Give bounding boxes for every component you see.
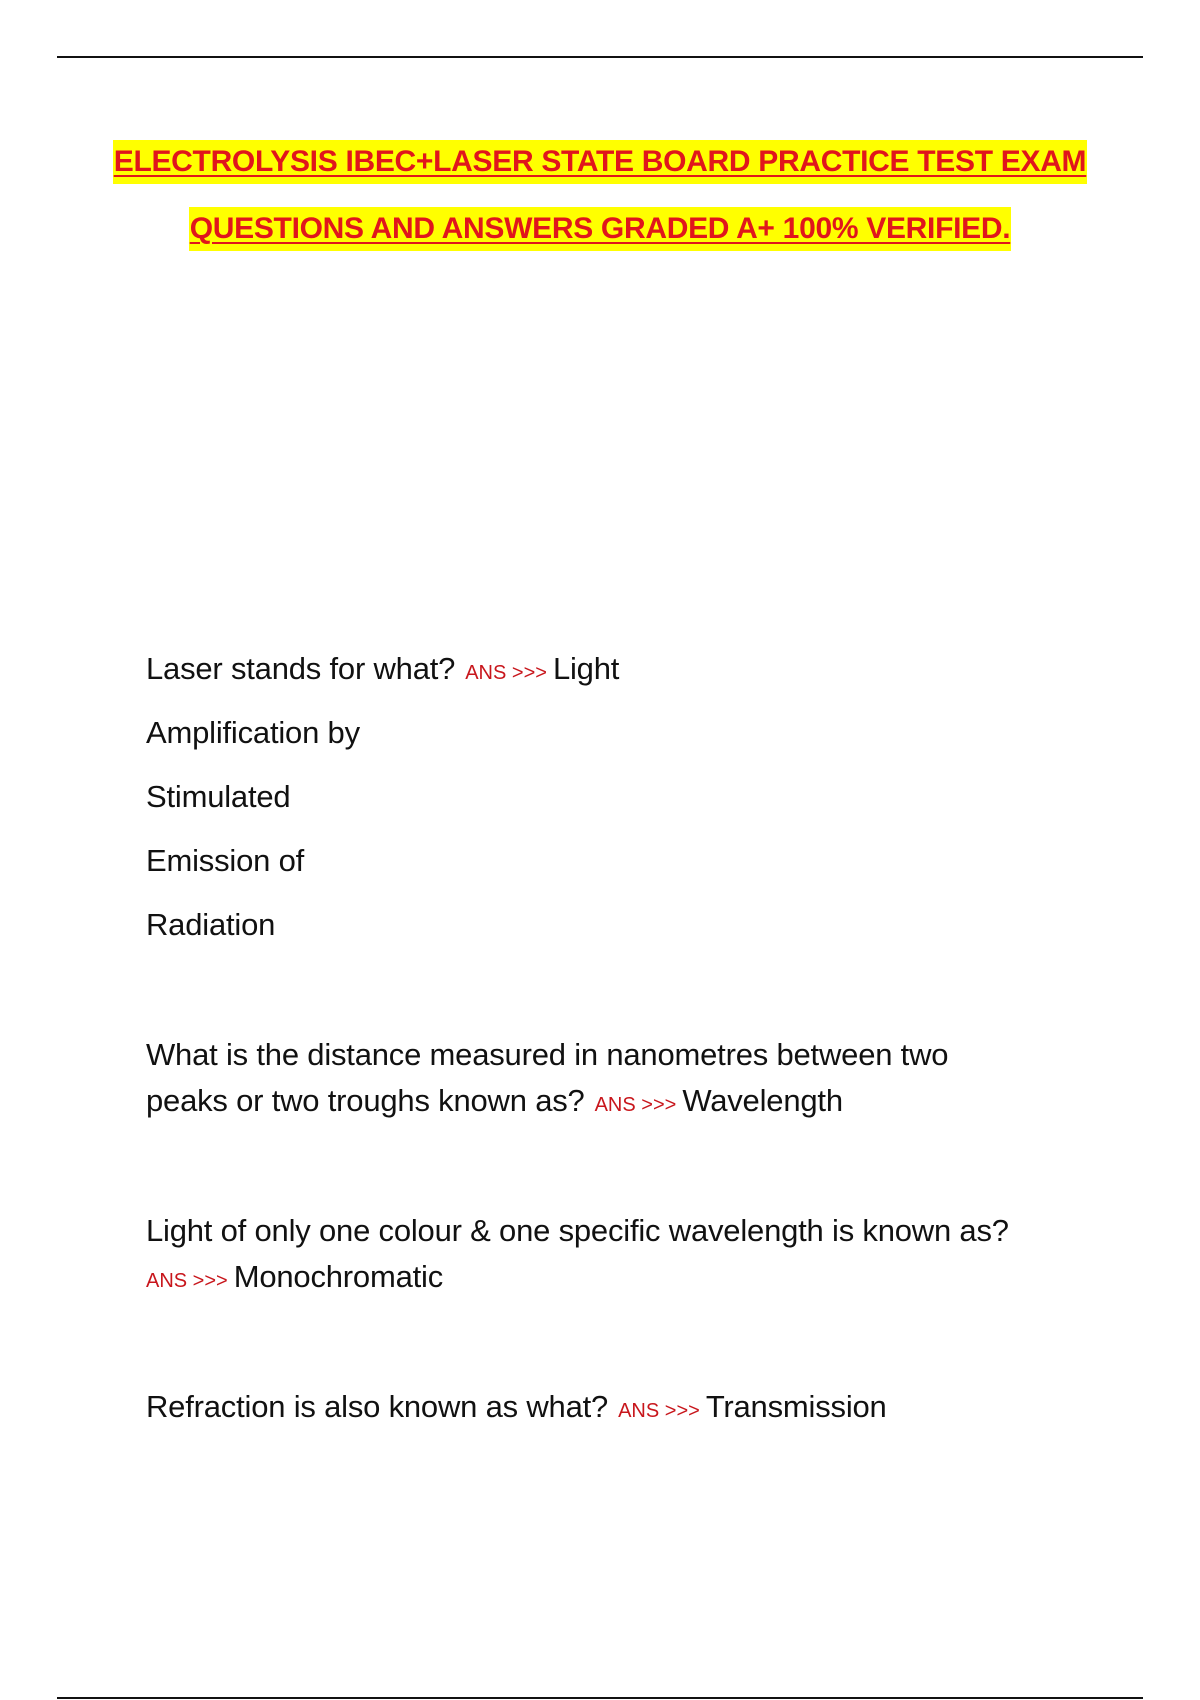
qa-3-answer: Monochromatic — [233, 1259, 444, 1294]
qa-4-question: Refraction is also known as what? — [146, 1389, 609, 1424]
qa-3-answer-line — [146, 1254, 1106, 1304]
qa-2-question-line-2: peaks or two troughs known as? — [146, 1083, 585, 1118]
bottom-rule — [57, 1697, 1143, 1699]
qa-1-first-line — [146, 646, 1106, 710]
qa-1-answer-line-2: Amplification by — [146, 715, 360, 750]
qa-1-answer-line-1: Light — [552, 651, 620, 686]
qa-1-question: Laser stands for what? — [146, 651, 456, 686]
qa-2-answer: Wavelength — [682, 1083, 843, 1118]
qa-item-3 — [146, 1208, 1106, 1304]
top-rule — [57, 56, 1143, 58]
qa-item-4 — [146, 1384, 1106, 1434]
qa-1-answer-line-5: Radiation — [146, 907, 276, 942]
ans-marker: ANS >>> — [618, 1400, 700, 1422]
document-title — [0, 140, 1200, 274]
ans-marker: ANS >>> — [146, 1270, 228, 1292]
qa-item-2 — [146, 1032, 1106, 1128]
title-line-2: QUESTIONS AND ANSWERS GRADED A+ 100% VERIFIED. — [189, 207, 1012, 251]
ans-marker: ANS >>> — [465, 662, 547, 684]
qa-1-answer-line-3: Stimulated — [146, 779, 291, 814]
qa-3-question: Light of only one colour & one specific wavelength is known as? — [146, 1213, 1009, 1248]
qa-4-answer: Transmission — [705, 1389, 887, 1424]
qa-2-question-line-1: What is the distance measured in nanometres between two — [146, 1037, 949, 1072]
qa-2-line-2 — [146, 1078, 1106, 1128]
qa-item-1 — [146, 646, 1106, 966]
qa-4-line — [146, 1384, 1106, 1434]
qa-1-answer-line-4: Emission of — [146, 843, 305, 878]
ans-marker: ANS >>> — [594, 1094, 677, 1116]
title-line-1: ELECTROLYSIS IBEC+LASER STATE BOARD PRACTICE TEST EXAM — [113, 140, 1088, 184]
